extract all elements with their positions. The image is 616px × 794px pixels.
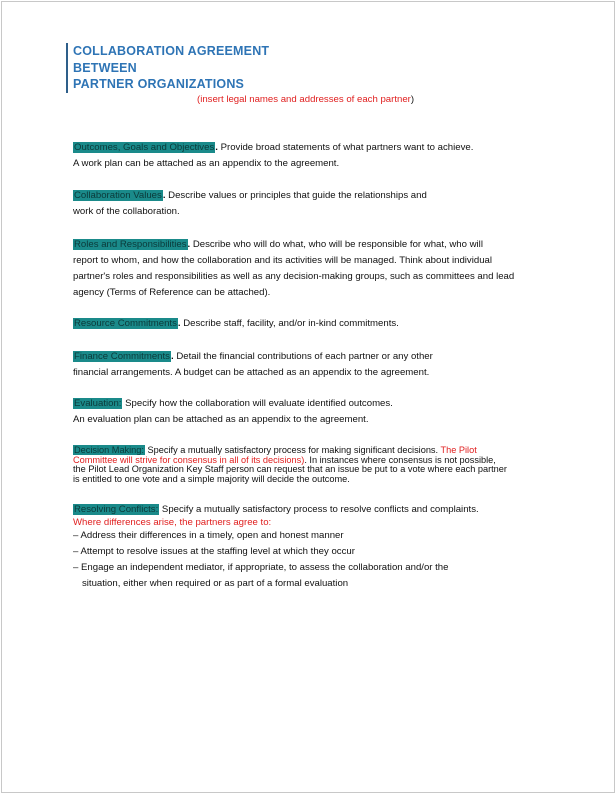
list-item-continuation: situation, either when required or as part of a formal evaluation [82, 578, 349, 589]
heading-finance: Finance Commitments [74, 351, 170, 362]
heading-values: Collaboration Values [74, 190, 162, 201]
section-resources: Resource Commitments. Describe staff, facility, and/or in-kind commitments. [74, 318, 399, 329]
list-item: – Engage an independent mediator, if appropriate, to assess the collaboration and/or the [73, 562, 449, 573]
section-evaluation: Evaluation: Specify how the collaboration will evaluate identified outcomes. An evaluation plan can be attached as an appendix to the agreement. [73, 398, 393, 425]
heading-conflicts: Resolving Conflicts: [74, 504, 159, 515]
document-title [66, 43, 269, 93]
heading-decision: Decision Making: [74, 445, 144, 455]
section-decision: Decision Making: Specify a mutually satisfactory process for making significant decisions. The Pilot Committee will strive for consensus in all of its decisions). In instances where consensus is not possible, the Pilot Lead Organization Key Staff person can request that an issue be put to a vote where each partner is entitled to one vote and a simple majority will decide the outcome. [73, 445, 507, 484]
section-finance: Finance Commitments. Detail the financial contributions of each partner or any other financial arrangements. A budget can be attached as an appendix to the agreement. [73, 351, 433, 378]
heading-evaluation: Evaluation: [74, 398, 122, 409]
list-item: – Address their differences in a timely, open and honest manner [73, 530, 344, 541]
section-roles: Roles and Responsibilities. Describe who will do what, who will be responsible for what, who will report to whom, and how the collaboration and its activities will be managed. Think about individual partner's roles and responsibilities as well as any decision-making groups, such as committees and lead agency (Terms of Reference can be attached). [73, 239, 515, 298]
title-line-3: PARTNER ORGANIZATIONS [73, 77, 245, 91]
heading-outcomes: Outcomes, Goals and Objectives [74, 142, 215, 153]
conflicts-intro: Where differences arise, the partners agree to: [73, 517, 272, 528]
title-line-2: BETWEEN [73, 60, 137, 75]
instruction-text: insert legal names and addresses of each partner [200, 94, 411, 105]
section-values: Collaboration Values. Describe values or principles that guide the relationships and work of the collaboration. [73, 190, 427, 217]
section-conflicts: Resolving Conflicts: Specify a mutually satisfactory process to resolve conflicts and complaints. Where differences arise, the partners agree to: – Address their differences in a timely, open and honest manner – Attempt to resolve issues at the staffing level at which they occur – Engage an independent mediator, if appropriate, to assess the collaboration and/or the situation, either when required or as part of a formal evaluation [73, 502, 543, 592]
section-outcomes: Outcomes, Goals and Objectives. Provide broad statements of what partners want to achieve. A work plan can be attached as an appendix to the agreement. [73, 142, 474, 169]
title-line-1: COLLABORATION AGREEMENT [73, 44, 270, 58]
heading-resources: Resource Commitments [74, 318, 177, 329]
instruction-note: (insert legal names and addresses of each partner) [197, 94, 415, 105]
heading-roles: Roles and Responsibilities [74, 239, 187, 250]
list-item: – Attempt to resolve issues at the staffing level at which they occur [73, 546, 355, 557]
